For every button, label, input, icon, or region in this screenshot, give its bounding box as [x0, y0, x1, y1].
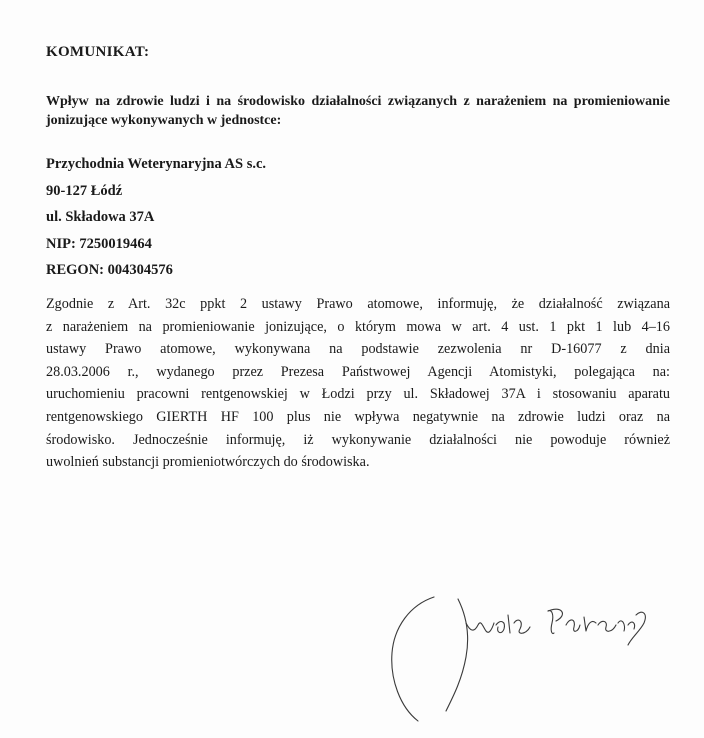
- address-street: ul. Składowa 37A: [46, 209, 155, 225]
- body-line: ustawy Prawo atomowe, wykonywana na podstawie zezwolenia nr D-16077 z dnia: [46, 341, 670, 358]
- intro-paragraph: Wpływ na zdrowie ludzi i na środowisko działalności związanych z narażeniem na promieniowanie jonizujące wykonywanych w jednostce:: [46, 94, 670, 128]
- address-nip: NIP: 7250019464: [46, 235, 152, 252]
- address-regon: REGON: 004304576: [46, 262, 173, 278]
- body-line: uruchomieniu pracowni rentgenowskiej w Łodzi przy ul. Składowej 37A i stosowaniu aparatu: [46, 386, 670, 403]
- body-line: uwolnień substancji promieniotwórczych do środowiska.: [46, 454, 370, 471]
- body-line: 28.03.2006 r., wydanego przez Prezesa Państwowej Agencji Atomistyki, polegająca na:: [46, 363, 670, 380]
- handwritten-signature-icon: [370, 575, 670, 725]
- body-line: z narażeniem na promieniowanie jonizujące, o którym mowa w art. 4 ust. 1 pkt 1 lub 4–16: [46, 318, 670, 335]
- address-block: [46, 151, 266, 284]
- body-paragraph: [46, 293, 670, 474]
- address-city: 90-127 Łódź: [46, 182, 123, 199]
- body-line: rentgenowskiego GIERTH HF 100 plus nie wpływa negatywnie na zdrowie ludzi oraz na: [46, 408, 670, 425]
- document-title: KOMUNIKAT:: [46, 44, 150, 60]
- body-line: Zgodnie z Art. 32c ppkt 2 ustawy Prawo atomowe, informuję, że działalność związana: [46, 296, 670, 312]
- body-line: środowisko. Jednocześnie informuję, iż wykonywanie działalności nie powoduje również: [46, 431, 670, 448]
- address-company: Przychodnia Weterynaryjna AS s.c.: [46, 156, 267, 172]
